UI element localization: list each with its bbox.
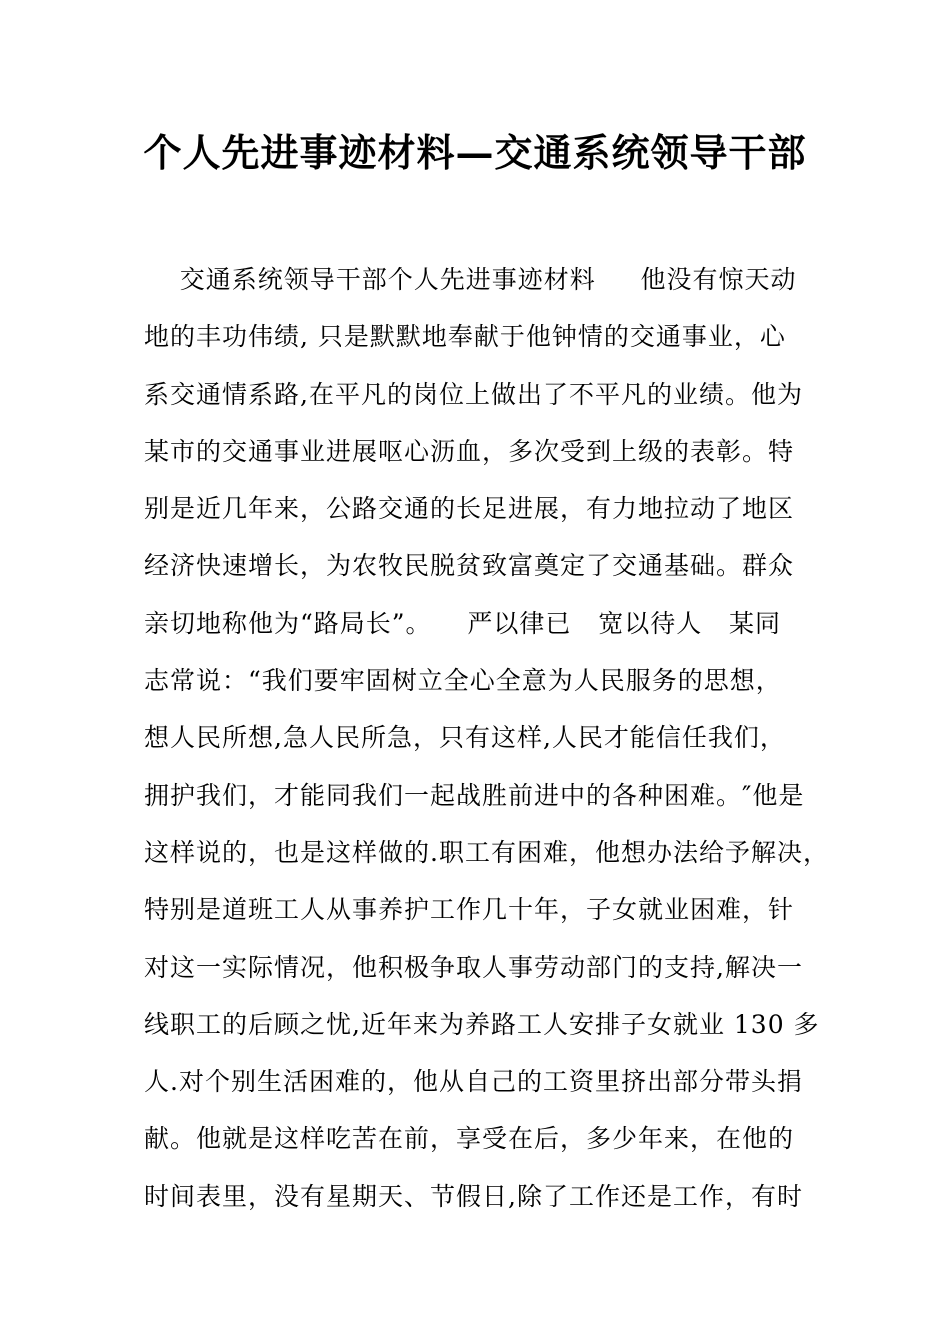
body-line-2: 地的丰功伟绩, 只是默默地奉献于他钟情的交通事业，心 <box>144 322 786 352</box>
body-line-7: 亲切地称他为“路局长”。 严以律已 宽以待人 某同 <box>144 608 782 638</box>
document-title: 个人先进事迹材料—交通系统领导干部 <box>143 130 807 175</box>
body-line-14: 线职工的后顾之忧,近年来为养路工人安排子女就业 130 多 <box>144 1009 820 1039</box>
body-line-11: 这样说的，也是这样做的.职工有困难，他想办法给予解决， <box>144 837 829 867</box>
document-body <box>144 258 829 1232</box>
body-line-9: 想人民所想,急人民所急，只有这样,人民才能信任我们， <box>144 723 786 753</box>
body-line-8: 志常说：“我们要牢固树立全心全意为人民服务的思想， <box>144 666 782 696</box>
body-line-16: 献。他就是这样吃苦在前，享受在后，多少年来，在他的 <box>144 1124 795 1154</box>
body-line-12: 特别是道班工人从事养护工作几十年，子女就业困难，针 <box>144 895 795 925</box>
body-line-13: 对这一实际情况，他积极争取人事劳动部门的支持,解决一 <box>144 952 803 982</box>
body-line-17: 时间表里，没有星期天、节假日,除了工作还是工作，有时 <box>144 1181 803 1211</box>
body-line-3: 系交通情系路,在平凡的岗位上做出了不平凡的业绩。他为 <box>144 379 803 409</box>
body-line-15: 人.对个别生活困难的，他从自己的工资里挤出部分带头捐 <box>144 1067 803 1097</box>
body-line-5: 别是近几年来，公路交通的长足进展，有力地拉动了地区 <box>144 494 795 524</box>
body-line-6: 经济快速增长，为农牧民脱贫致富奠定了交通基础。群众 <box>144 551 795 581</box>
body-line-1: 交通系统领导干部个人先进事迹材料 他没有惊天动 <box>144 265 797 294</box>
body-line-10: 拥护我们，才能同我们一起战胜前进中的各种困难。″他是 <box>144 780 805 810</box>
body-line-4: 某市的交通事业进展呕心沥血，多次受到上级的表彰。特 <box>144 436 795 466</box>
